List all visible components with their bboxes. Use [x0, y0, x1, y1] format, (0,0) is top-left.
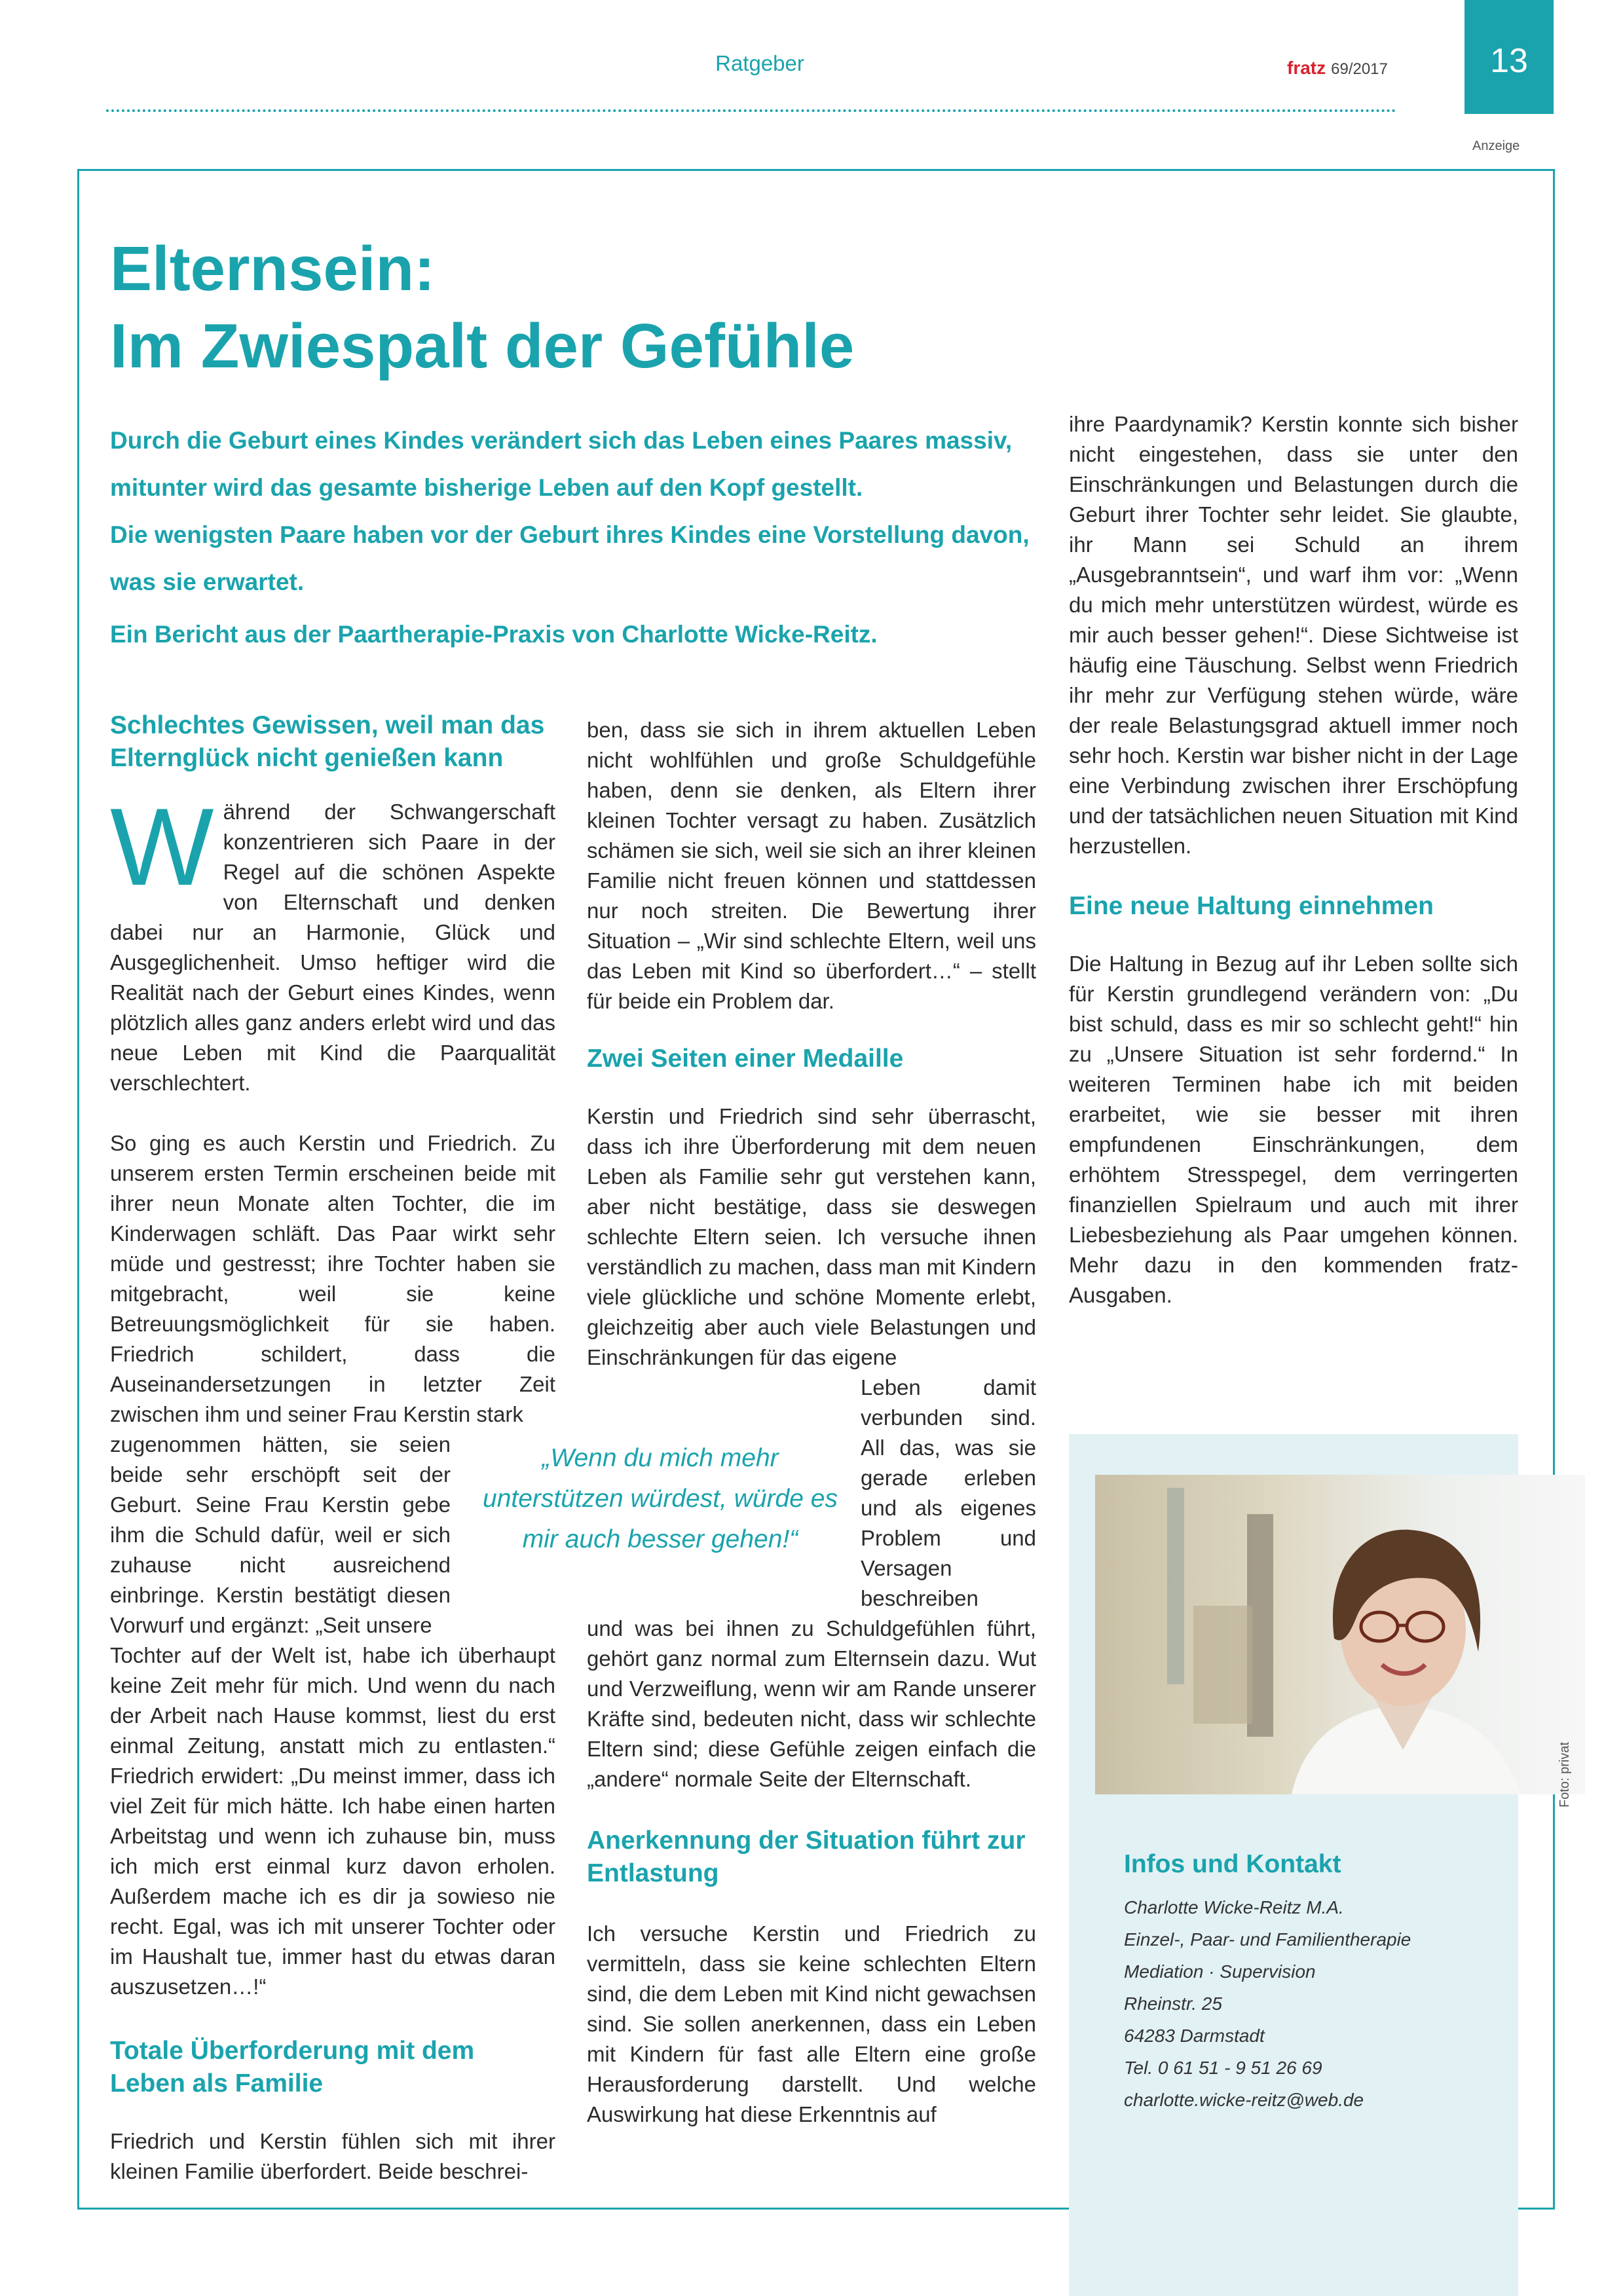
- heading-overload: Totale Überforderung mit dem Leben als Familie: [110, 2037, 475, 2098]
- intro-paragraph: Während der Schwangerschaft konzentrieren sich Paare in der Regel auf die schönen Aspekte von Elternschaft und denken dabei nur an Harmonie, Glück und Ausgeglichenheit. Umso heftiger wird die Realität nach der Geburt eines Kindes, wenn plötzlich alles ganz anders erlebt wird und das neue Leben mit Kind die Paarqualität verschlechtert.: [110, 785, 555, 1095]
- contact-name: Charlotte Wicke-Reitz M.A.: [1124, 1897, 1344, 1917]
- heading-recognition: Anerkennung der Situation führt zur Entlastung: [587, 1826, 1026, 1887]
- contact-details: [1124, 1891, 1504, 2116]
- contact-title: Infos und Kontakt: [1124, 1850, 1341, 1878]
- photo-credit: Foto: privat: [1558, 1741, 1572, 1807]
- case-paragraph: So ging es auch Kerstin und Friedrich. Zu unserem ersten Termin erscheinen beide mit ihrer neun Monate alten Tochter, die im Kinderwagen schläft. Das Paar wirkt sehr müde und gestresst; ihre Tochter haben sie mitgebracht, weil sie keine Betreuungsmöglichkeit für sie haben. Friedrich schildert, dass die Auseinandersetzungen in letzter Zeit zwischen ihm und seiner Frau Kerstin stark: [110, 1131, 555, 1426]
- contact-phone: Tel. 0 61 51 - 9 51 26 69: [1124, 2058, 1322, 2078]
- brand-logo: fratz: [1287, 58, 1326, 78]
- heading-guilt: Schlechtes Gewissen, weil man das Elternglück nicht genießen kann: [110, 711, 545, 772]
- portrait-illustration: [1095, 1475, 1585, 1794]
- dotted-divider: [106, 109, 1396, 112]
- report-line: Ein Bericht aus der Paartherapie-Praxis von Charlotte Wicke-Reitz.: [110, 621, 878, 648]
- portrait-photo: [1095, 1475, 1585, 1794]
- title-line-2: Im Zwiespalt der Gefühle: [110, 311, 855, 381]
- overload-paragraph: Friedrich und Kerstin fühlen sich mit ihrer kleinen Familie überfordert. Beide beschrei-: [110, 2129, 555, 2183]
- heading-new-attitude: Eine neue Haltung einnehmen: [1069, 892, 1434, 920]
- contact-street: Rheinstr. 25: [1124, 1993, 1222, 2014]
- attitude-paragraph: Die Haltung in Bezug auf ihr Leben sollte sich für Kerstin grundlegend verändern von: „Du bist schuld, dass es mir so schlecht geht!“ hin zu „Unsere Situation ist sehr fordernd.“ In weiteren Terminen habe ich mit beiden erarbeitet, wie sie besser mit ihren empfundenen Einschränkungen, dem erhöhtem Stresspegel, dem verringerten finanziellen Spielraum und auch mit ihrer Liebesbeziehung als Paar umgehen können. Mehr dazu in den kommenden fratz-Ausgaben.: [1069, 952, 1518, 1307]
- recognition-paragraph: Ich versuche Kerstin und Friedrich zu vermitteln, dass sie keine schlechten Eltern sind, die dem Leben mit Kind nicht gewachsen sind. Sie sollen anerkennen, dass ein Leben mit Kindern für fast alle Eltern eine große Herausforderung darstellt. Und welche Auswirkung hat diese Erkenntnis auf: [587, 1921, 1036, 2126]
- case-paragraph-narrow: zugenommen hätten, sie seien beide sehr erschöpft seit der Geburt. Seine Frau Kerstin gebe ihm die Schuld dafür, weil er sich zuhause nicht ausreichend einbringe. Kerstin bestätigt diesen Vorwurf und ergänzt: „Seit unsere: [110, 1432, 451, 1637]
- page-number: 13: [1464, 0, 1554, 114]
- brand-issue: [1287, 58, 1388, 79]
- contact-city: 64283 Darmstadt: [1124, 2026, 1265, 2046]
- medal-paragraph-rest: und was bei ihnen zu Schuldgefühlen führt, gehört ganz normal zum Elternsein dazu. Wut und Verzweiflung, wenn wir am Rande unserer Kräfte sind, bedeuten nicht, dass wir schlechte Eltern sind; diese Gefühle zeigen einfach die „andere“ normale Seite der Elternschaft.: [587, 1616, 1036, 1791]
- medal-paragraph: Kerstin und Friedrich sind sehr überrascht, dass ich ihre Überforderung mit dem neuen Leben als Familie sehr gut verstehen kann, aber nicht bestätige, dass sie deswegen schlechte Eltern seien. Ich versuche ihnen verständlich zu machen, dass man mit Kindern viele glückliche und schöne Momente erlebt, gleichzeitig aber auch viele Belastungen und Einschränkungen für das eigene: [587, 1104, 1036, 1369]
- article-title: [110, 231, 1158, 385]
- issue-number: 69/2017: [1331, 60, 1388, 78]
- shame-paragraph: ben, dass sie sich in ihrem aktuellen Leben nicht wohlfühlen und große Schuldgefühle haben, denn sie denken, als Eltern ihrer kleinen Tochter versagt zu haben. Zusätzlich schämen sie sich, weil sie sich an ihrer kleinen Familie nicht freuen können und stattdessen nur noch streiten. Die Bewertung ihrer Situation – „Wir sind schlechte Eltern, weil uns das Leben mit Kind so überfordert…“ – stellt für beide ein Problem dar.: [587, 718, 1036, 1013]
- contact-service-1: Einzel-, Paar- und Familientherapie: [1124, 1929, 1411, 1950]
- lead-sentence-2: Die wenigsten Paare haben vor der Geburt ihres Kindes eine Vorstellung davon, was sie erwartet.: [110, 521, 1030, 595]
- heading-medal: Zwei Seiten einer Medaille: [587, 1045, 904, 1073]
- lead-sentence-1: Durch die Geburt eines Kindes verändert sich das Leben eines Paares massiv, mitunter wird das gesamte bisherige Leben auf den Kopf gestellt.: [110, 427, 1013, 501]
- medal-paragraph-narrow: Leben damit verbunden sind. All das, was sie gerade erleben und als eigenes Problem und Versagen beschreiben: [861, 1375, 1036, 1610]
- case-paragraph-rest: Tochter auf der Welt ist, habe ich überhaupt keine Zeit mehr für mich. Und wenn du nach der Arbeit nach Hause kommst, liest du erst einmal Zeitung, anstatt mich zu entlasten.“ Friedrich erwidert: „Du meinst immer, dass ich viel Zeit für mich hätte. Ich habe einen harten Arbeitstag und wenn ich zuhause bin, muss ich mich erst einmal kurz davon erholen. Außerdem mache ich es dir ja sowieso nie recht. Egal, was ich mit unserer Tochter oder im Haushalt tue, immer hast du etwas daran auszusetzen…!“: [110, 1643, 555, 1999]
- section-label: Ratgeber: [715, 51, 804, 75]
- dynamics-paragraph: ihre Paardynamik? Kerstin konnte sich bisher nicht eingestehen, dass sie unter den Einschränkungen und Belastungen durch die Geburt ihrer Tochter sehr leidet. Sie glaubte, ihr Mann sei Schuld an ihrem „Ausgebranntsein“, und warf ihm vor: „Wenn du mich mehr unterstützen würdest, würde es mir auch besser gehen!“. Diese Sichtweise ist häufig eine Täuschung. Selbst wenn Friedrich ihr mehr zur Verfügung stehen würde, wäre der reale Belastungsgrad aktuell immer noch sehr hoch. Kerstin war bisher nicht in der Lage eine Verbindung zwischen ihrer Erschöpfung und der tatsächlichen neuen Situation mit Kind herzustellen.: [1069, 412, 1518, 858]
- column-2: [587, 715, 1036, 2130]
- ad-label: Anzeige: [1472, 139, 1520, 153]
- drop-cap: W: [110, 785, 214, 908]
- contact-email[interactable]: charlotte.wicke-reitz@web.de: [1124, 2090, 1364, 2110]
- title-line-1: Elternsein:: [110, 234, 436, 304]
- lead-paragraph: [110, 417, 1053, 606]
- column-3: [1069, 409, 1518, 1310]
- pull-quote: „Wenn du mich mehr unterstützen würdest, würde es mir auch besser gehen!“: [483, 1444, 838, 1553]
- contact-service-2: Mediation · Supervision: [1124, 1961, 1316, 1982]
